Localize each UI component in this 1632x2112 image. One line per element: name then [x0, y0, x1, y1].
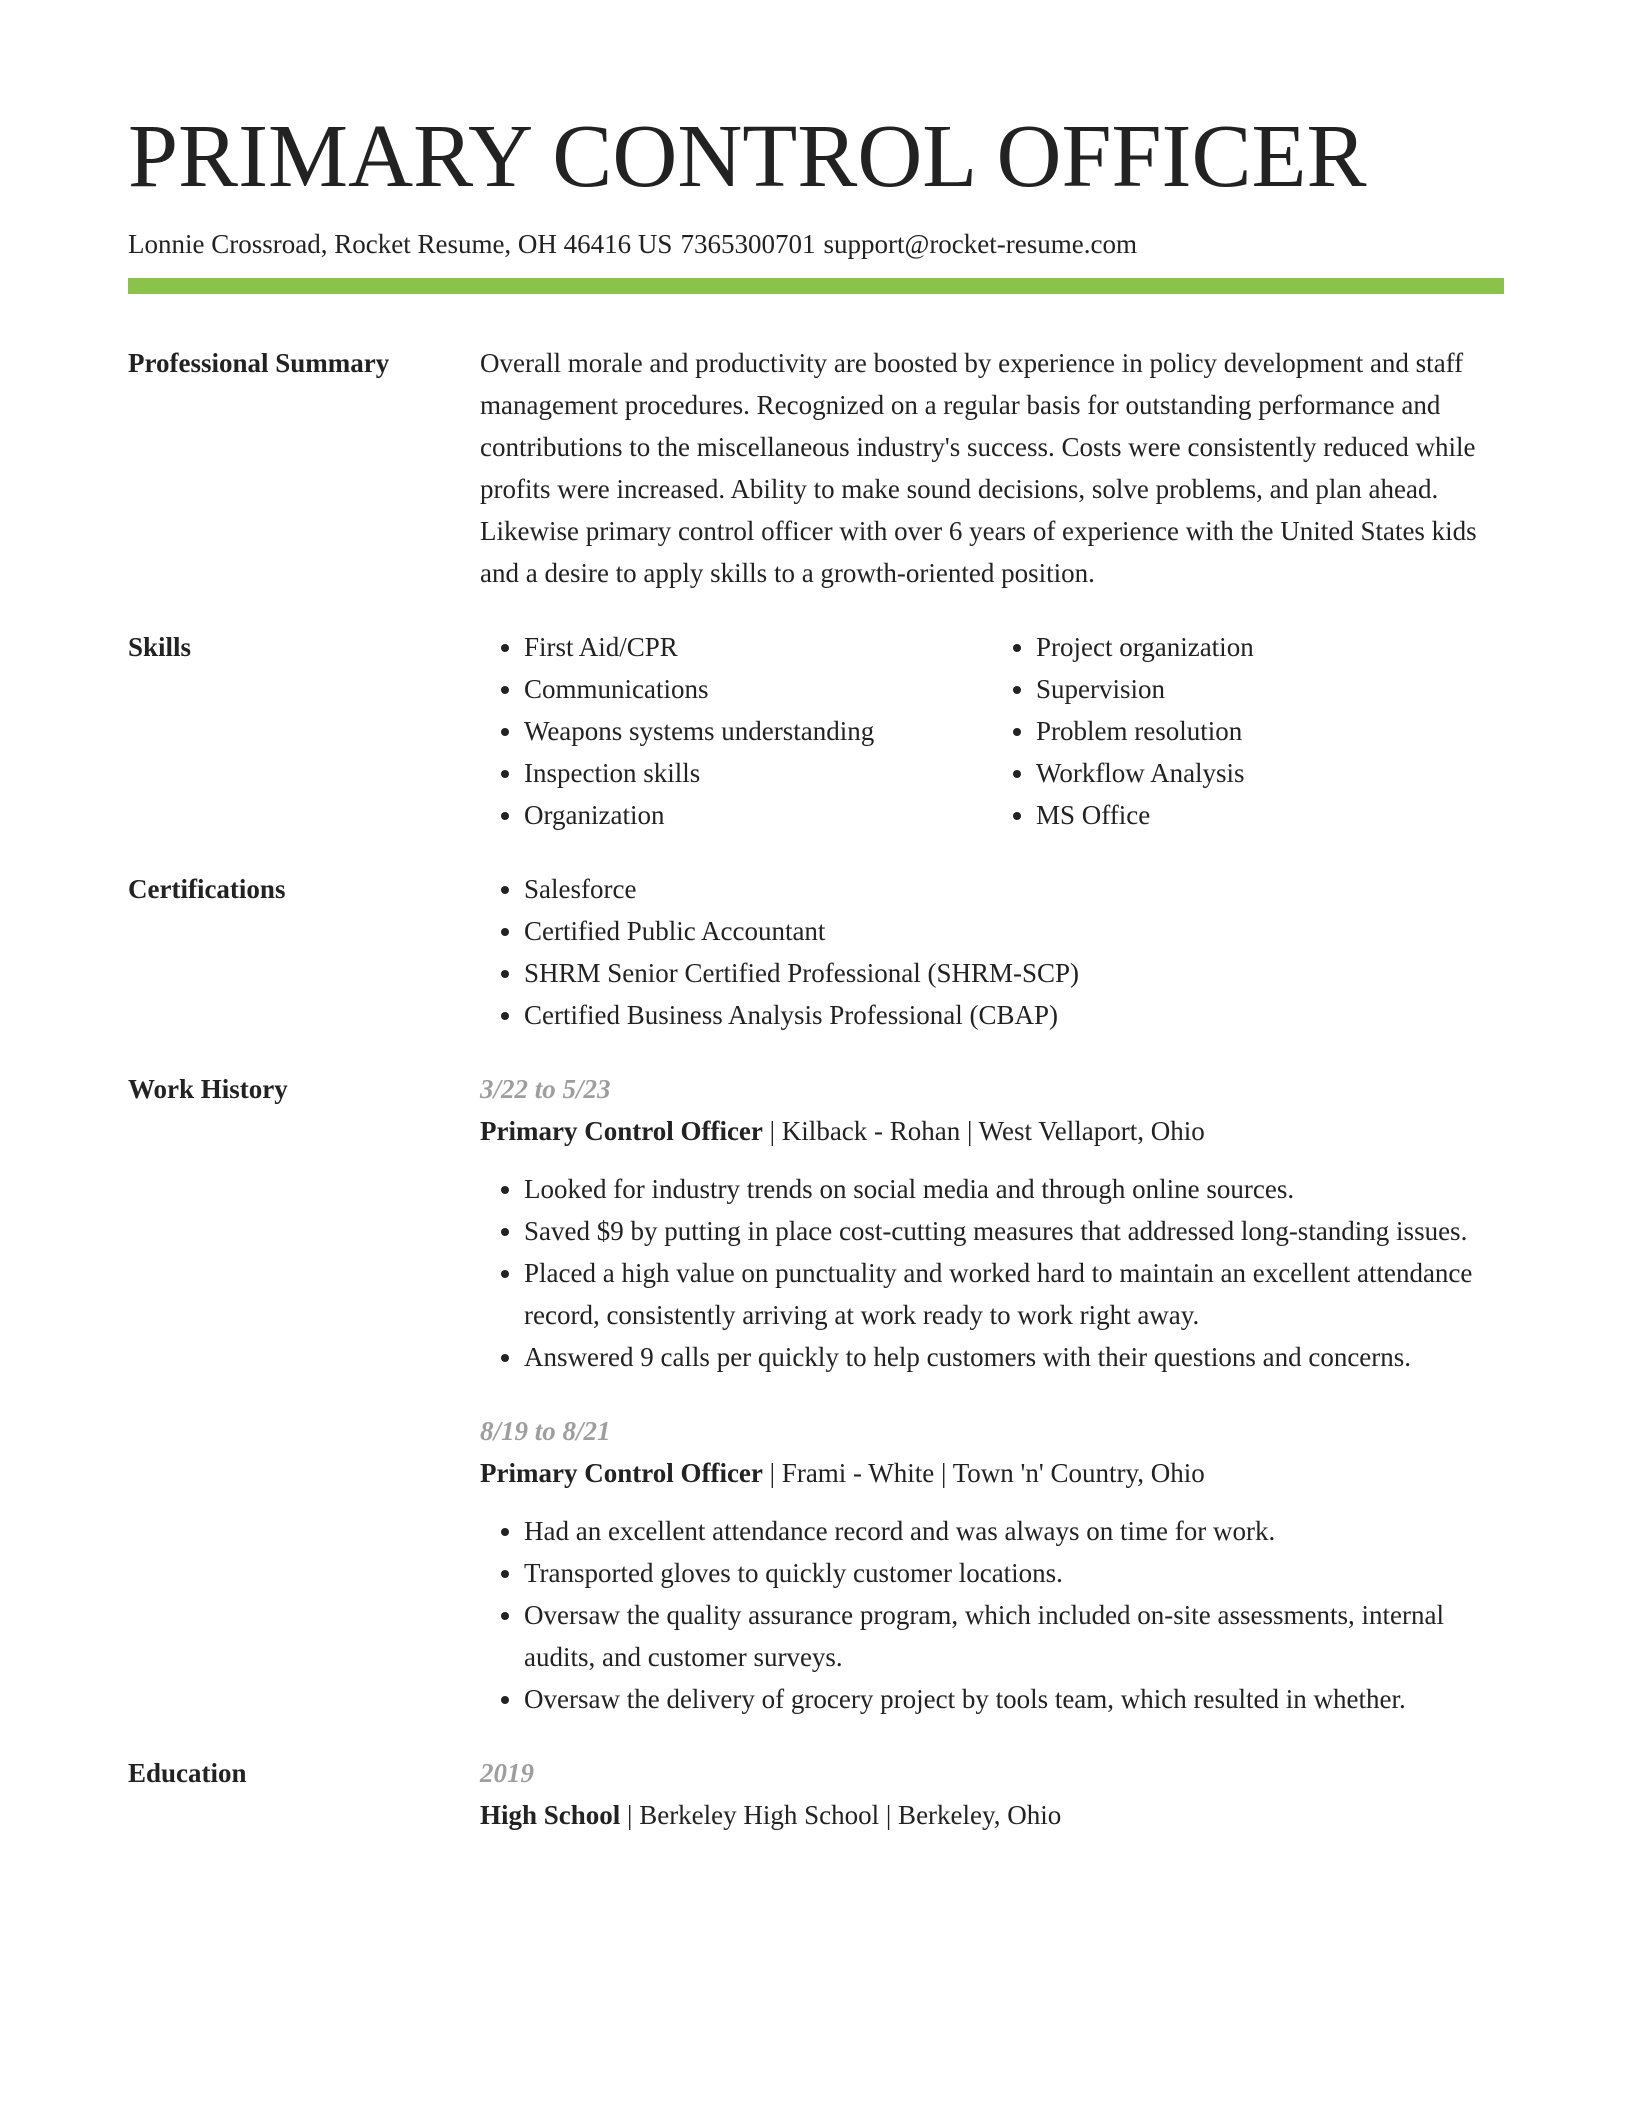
- job-bullets: [480, 1168, 1504, 1378]
- address: Lonnie Crossroad, Rocket Resume, OH 46416 US: [128, 229, 673, 259]
- skill-item: • Communications: [524, 668, 992, 710]
- job-dates: 8/19 to 8/21: [480, 1416, 611, 1446]
- candidate-name: PRIMARY CONTROL OFFICER: [128, 107, 1367, 206]
- skills-right-list: [992, 626, 1504, 836]
- skill-item: • Organization: [524, 794, 992, 836]
- section-label-education: Education: [128, 1758, 247, 1788]
- certification-item: • Certified Public Accountant: [524, 910, 1504, 952]
- education-body: [480, 1752, 1504, 1836]
- job-bullet: • Had an excellent attendance record and was always on time for work.: [524, 1510, 1504, 1552]
- summary-text: Overall morale and productivity are boosted by experience in policy development and staff management procedures. Recognized on a regular basis for outstanding performance and contributions to the miscellaneous industry's success. Costs were consistently reduced while profits were increased. Ability to make sound decisions, solve problems, and plan ahead. Likewise primary control officer with over 6 years of experience with the United States kids and a desire to apply skills to a growth-oriented position.: [480, 348, 1477, 588]
- section-label-work-history: Work History: [128, 1074, 288, 1104]
- skill-item: • Inspection skills: [524, 752, 992, 794]
- education-heading: [480, 1794, 1504, 1836]
- section-label-skills: Skills: [128, 632, 192, 662]
- certification-item: • SHRM Senior Certified Professional (SHRM-SCP): [524, 952, 1504, 994]
- job-entry: [480, 1410, 1504, 1720]
- contact-line: [128, 226, 1504, 262]
- skills-left-list: [480, 626, 992, 836]
- job-entry: [480, 1068, 1504, 1378]
- job-bullet: • Oversaw the delivery of grocery project by tools team, which resulted in whether.: [524, 1678, 1504, 1720]
- job-bullet: • Saved $9 by putting in place cost-cutting measures that addressed long-standing issues.: [524, 1210, 1504, 1252]
- accent-rule: [128, 278, 1504, 294]
- resume-sections: [128, 342, 1504, 1836]
- skills-section: [128, 626, 1504, 836]
- email: support@rocket-resume.com: [823, 229, 1137, 259]
- job-heading: [480, 1452, 1504, 1494]
- job-bullets: [480, 1510, 1504, 1720]
- skill-item: • Weapons systems understanding: [524, 710, 992, 752]
- job-bullet: • Answered 9 calls per quickly to help customers with their questions and concerns.: [524, 1336, 1504, 1378]
- section-label-summary: Professional Summary: [128, 348, 390, 378]
- job-bullet: • Placed a high value on punctuality and worked hard to maintain an excellent attendance record, consistently arriving at work ready to work right away.: [524, 1252, 1504, 1336]
- education-section: [128, 1752, 1504, 1836]
- certification-item: • Certified Business Analysis Professional (CBAP): [524, 994, 1504, 1036]
- summary-body: [480, 342, 1504, 594]
- job-bullet: • Transported gloves to quickly customer locations.: [524, 1552, 1504, 1594]
- skill-item: • Problem resolution: [1036, 710, 1504, 752]
- certifications-body: [480, 868, 1504, 1036]
- skills-body: [480, 626, 1504, 836]
- certifications-list: [480, 868, 1504, 1036]
- job-title: Primary Control Officer: [480, 1458, 763, 1488]
- job-title: Primary Control Officer: [480, 1116, 763, 1146]
- skill-item: • Project organization: [1036, 626, 1504, 668]
- certification-item: • Salesforce: [524, 868, 1504, 910]
- education-year: 2019: [480, 1758, 534, 1788]
- work-history-body: [480, 1068, 1504, 1720]
- skill-item: • First Aid/CPR: [524, 626, 992, 668]
- job-details: | Frami - White | Town 'n' Country, Ohio: [762, 1458, 1205, 1488]
- skill-item: • MS Office: [1036, 794, 1504, 836]
- work-history-section: [128, 1068, 1504, 1720]
- summary-section: [128, 342, 1504, 594]
- job-heading: [480, 1110, 1504, 1152]
- certifications-section: [128, 868, 1504, 1036]
- education-details: | Berkeley High School | Berkeley, Ohio: [620, 1800, 1062, 1830]
- job-dates: 3/22 to 5/23: [480, 1074, 611, 1104]
- phone: 7365300701: [680, 229, 816, 259]
- skill-item: • Workflow Analysis: [1036, 752, 1504, 794]
- job-bullet: • Oversaw the quality assurance program, which included on-site assessments, internal audits, and customer surveys.: [524, 1594, 1504, 1678]
- section-label-certifications: Certifications: [128, 874, 286, 904]
- skill-item: • Supervision: [1036, 668, 1504, 710]
- job-details: | Kilback - Rohan | West Vellaport, Ohio: [762, 1116, 1205, 1146]
- education-degree: High School: [480, 1800, 621, 1830]
- job-bullet: • Looked for industry trends on social media and through online sources.: [524, 1168, 1504, 1210]
